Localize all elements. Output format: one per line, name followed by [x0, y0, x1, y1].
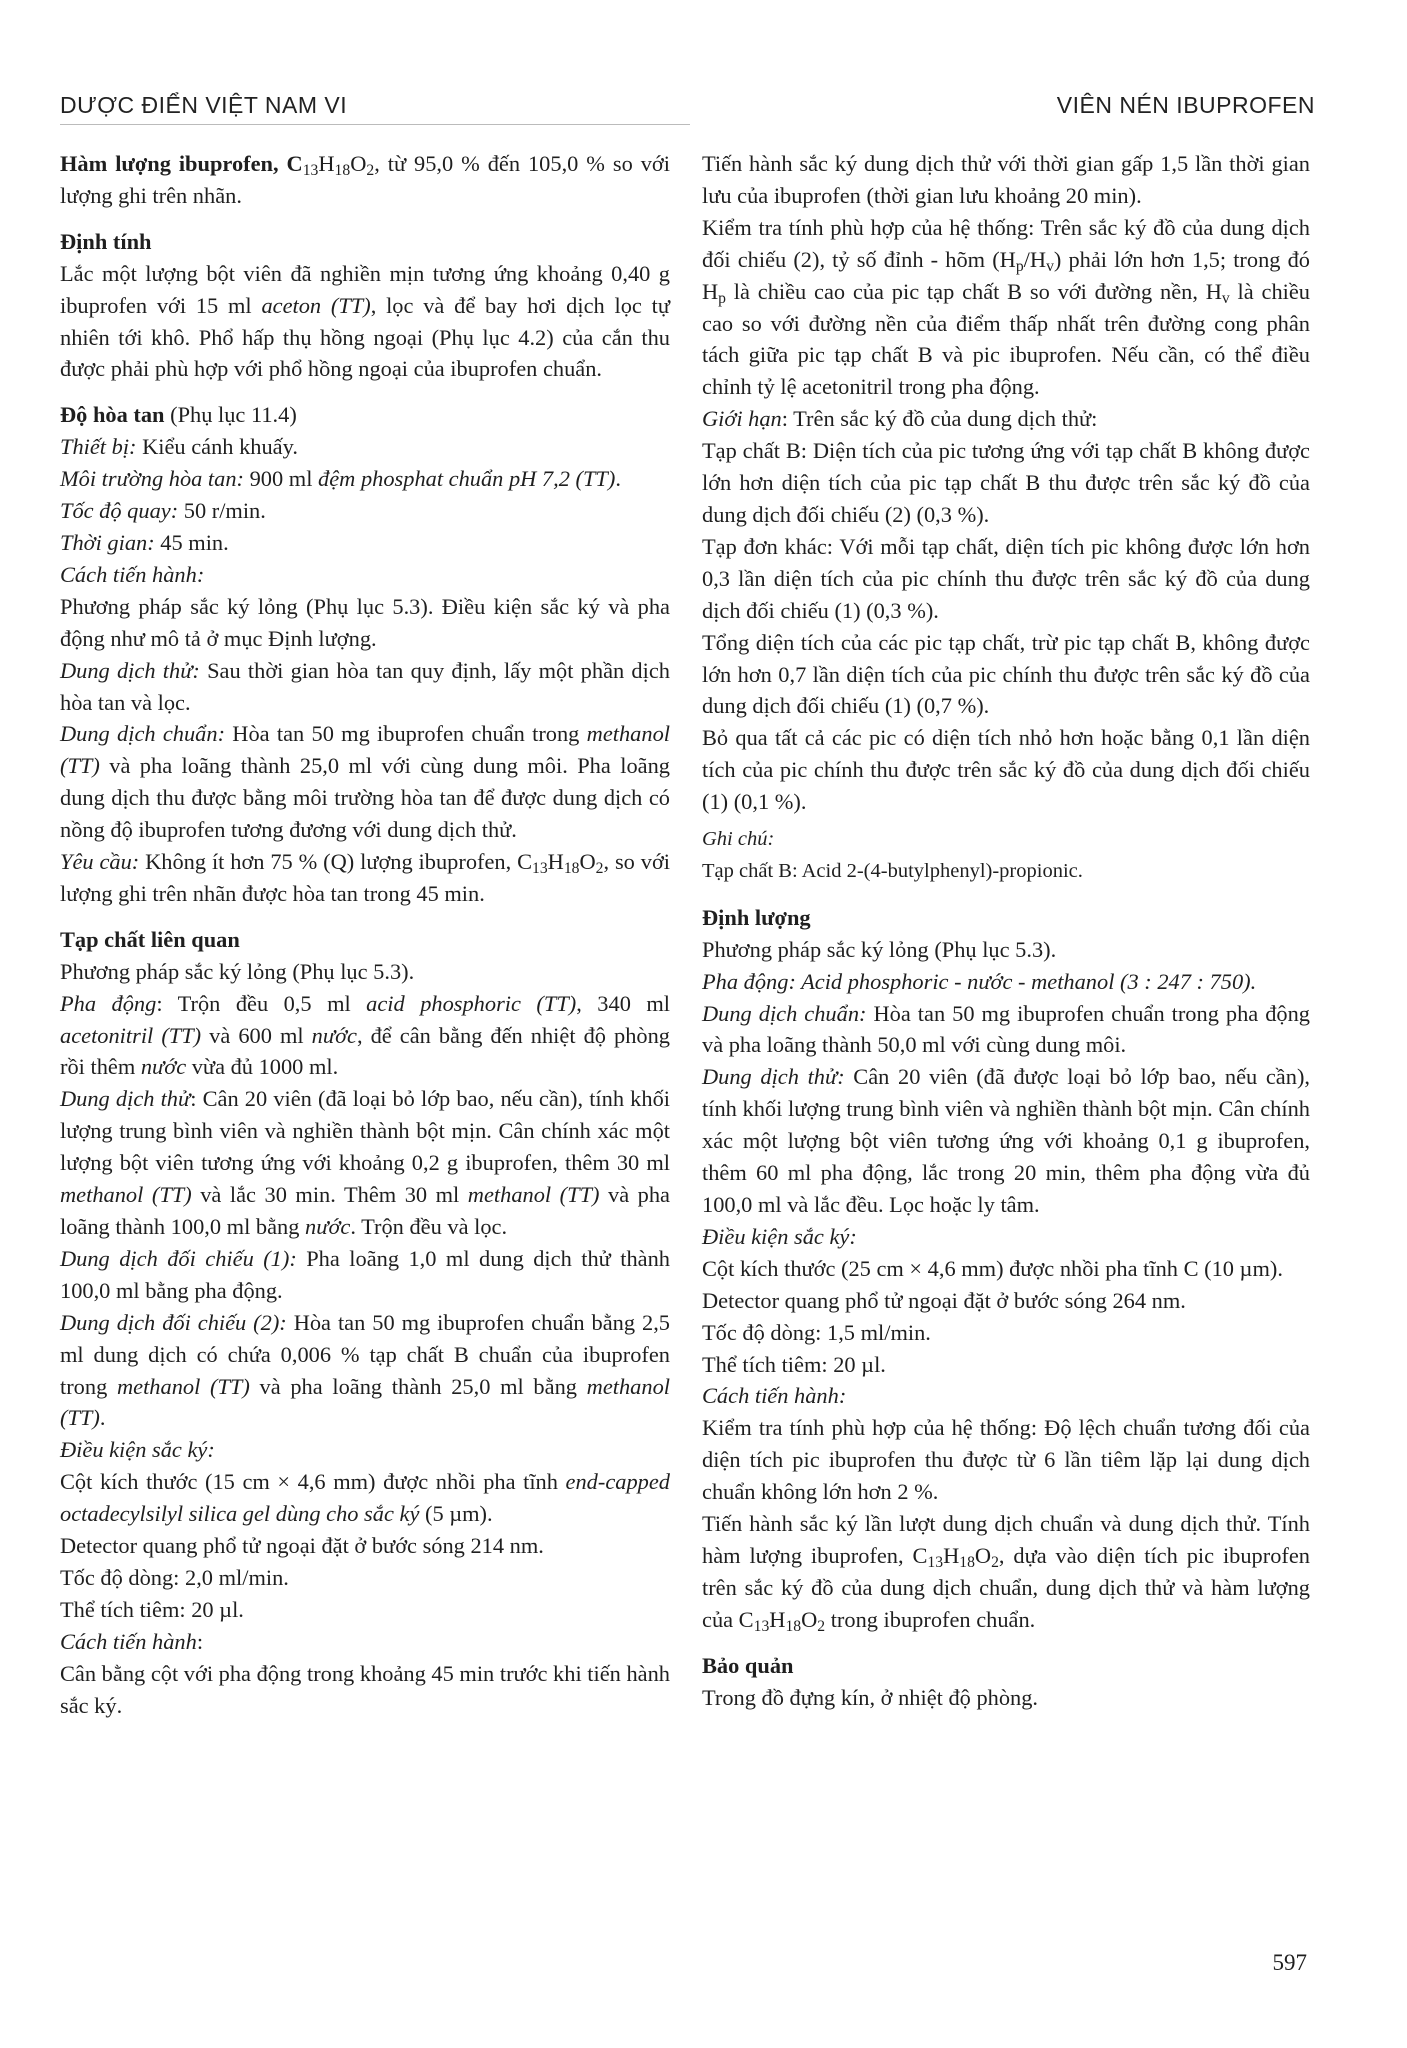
related-procedure-label: Cách tiến hành: [60, 1628, 204, 1654]
dissolution-procedure: Phương pháp sắc ký lỏng (Phụ lục 5.3). Điều kiện sắc ký và pha động như mô tả ở mục Định lượng. [60, 593, 670, 651]
dissolution-speed: Tốc độ quay: 50 r/min. [60, 498, 266, 524]
assay-procedure-label: Cách tiến hành: [702, 1383, 847, 1409]
assay-column: Cột kích thước (25 cm × 4,6 mm) được nhồi pha tĩnh C (10 µm). [702, 1255, 1283, 1281]
limit-total-impurities: Tổng diện tích của các pic tạp chất, trừ pic tạp chất B, không được lớn hơn 0,7 lần diện tích của pic chính thu được trên sắc ký đồ của dung dịch đối chiếu (1) (0,7 %). [702, 629, 1310, 719]
related-test-solution: Dung dịch thử: Cân 20 viên (đã loại bỏ lớp bao, nếu cần), tính khối lượng trung bình viên và nghiền thành bột mịn. Cân chính xác một lượng bột viên tương ứng với khoảng 0,2 g ibuprofen, thêm 30 ml methanol (TT) và lắc 30 min. Thêm 30 ml methanol (TT) và pha loãng thành 100,0 ml bằng nước. Trộn đều và lọc. [60, 1086, 670, 1239]
assay-calculation: Tiến hành sắc ký lần lượt dung dịch chuẩn và dung dịch thử. Tính hàm lượng ibuprofen, $C_{13}H_{18}O_2$, dựa vào diện tích pic ibuprofen trên sắc ký đồ của dung dịch chuẩn, dung dịch thử và hàm lượng của $C_{13}H_{18}O_2$ trong ibuprofen chuẩn. [702, 1511, 1310, 1635]
storage-text: Trong đồ đựng kín, ở nhiệt độ phòng. [702, 1684, 1039, 1710]
assay-system-suitability: Kiểm tra tính phù hợp của hệ thống: Độ lệch chuẩn tương đối của diện tích pic ibuprofen thu được từ 6 lần tiêm lặp lại dung dịch chuẩn không lớn hơn 2 %. [702, 1415, 1310, 1505]
identification-text: Lắc một lượng bột viên đã nghiền mịn tương ứng khoảng 0,40 g ibuprofen với 15 ml aceton (TT), lọc và để bay hơi dịch lọc tự nhiên tới khô. Phổ hấp thụ hồng ngoại (Phụ lục 4.2) của cắn thu được phải phù hợp với phổ hồng ngoại của ibuprofen chuẩn. [60, 260, 670, 382]
assay-heading: Định lượng [702, 904, 811, 930]
left-column [60, 148, 670, 1722]
related-conditions-label: Điều kiện sắc ký: [60, 1437, 215, 1463]
related-substances-heading: Tạp chất liên quan [60, 926, 240, 952]
limit-impurity-b: Tạp chất B: Diện tích của pic tương ứng với tạp chất B không được lớn hơn diện tích của pic tạp chất B thu được trên sắc ký đồ của dung dịch đối chiếu (2) (0,3 %). [702, 438, 1310, 527]
assay-mobile-phase: Pha động: Acid phosphoric - nước - methanol (3 : 247 : 750). [702, 968, 1257, 994]
dissolution-test-solution: Dung dịch thử: Sau thời gian hòa tan quy định, lấy một phần dịch hòa tan và lọc. [60, 657, 670, 715]
dissolution-heading: Độ hòa tan (Phụ lục 11.4) [60, 402, 297, 428]
related-limits: Giới hạn: Trên sắc ký đồ của dung dịch thử: [702, 406, 1098, 432]
dissolution-requirement: Yêu cầu: Không ít hơn 75 % (Q) lượng ibuprofen, $C_{13}H_{18}O_2$, so với lượng ghi trên nhãn được hòa tan trong 45 min. [60, 849, 671, 906]
related-mobile-phase: Pha động: Trộn đều 0,5 ml acid phosphoric (TT), 340 ml acetonitril (TT) và 600 ml nước, để cân bằng đến nhiệt độ phòng rồi thêm nước vừa đủ 1000 ml. [60, 990, 671, 1080]
dissolution-standard-solution: Dung dịch chuẩn: Hòa tan 50 mg ibuprofen chuẩn trong methanol (TT) và pha loãng thành 25,0 ml với cùng dung môi. Pha loãng dung dịch thu được bằng môi trường hòa tan để được dung dịch có nồng độ ibuprofen tương đương với dung dịch thử. [60, 721, 670, 843]
header-rule [60, 124, 690, 125]
related-reference-solution-1: Dung dịch đối chiếu (1): Pha loãng 1,0 ml dung dịch thử thành 100,0 ml bằng pha động. [60, 1245, 670, 1303]
note-label: Ghi chú: [702, 828, 775, 851]
related-detector: Detector quang phổ tử ngoại đặt ở bước sóng 214 nm. [60, 1533, 544, 1559]
related-procedure: Cân bằng cột với pha động trong khoảng 45 min trước khi tiến hành sắc ký. [60, 1660, 670, 1718]
related-injection-volume: Thể tích tiêm: 20 µl. [60, 1596, 244, 1622]
related-reference-solution-2: Dung dịch đối chiếu (2): Hòa tan 50 mg ibuprofen chuẩn bằng 2,5 ml dung dịch có chứa 0,006 % tạp chất B chuẩn của ibuprofen trong methanol (TT) và pha loãng thành 25,0 ml bằng methanol (TT). [60, 1309, 670, 1431]
related-flow-rate: Tốc độ dòng: 2,0 ml/min. [60, 1564, 289, 1590]
assay-conditions-label: Điều kiện sắc ký: [702, 1223, 857, 1249]
assay-test-solution: Dung dịch thử: Cân 20 viên (đã được loại bỏ lớp bao, nếu cần), tính khối lượng trung bình viên và nghiền thành bột mịn. Cân chính xác một lượng bột viên tương ứng với khoảng 0,1 g ibuprofen, thêm 60 ml pha động, lắc trong 20 min, thêm pha động vừa đủ 100,0 ml và lắc đều. Lọc hoặc ly tâm. [702, 1064, 1310, 1217]
note-text: Tạp chất B: Acid 2-(4-butylphenyl)-propionic. [702, 859, 1083, 882]
dissolution-procedure-label: Cách tiến hành: [60, 561, 205, 587]
assay-standard-solution: Dung dịch chuẩn: Hòa tan 50 mg ibuprofen chuẩn trong pha động và pha loãng thành 50,0 ml với cùng dung môi. [702, 1000, 1310, 1058]
right-column [702, 148, 1310, 1714]
assay-detector: Detector quang phổ tử ngoại đặt ở bước sóng 264 nm. [702, 1287, 1186, 1313]
content-paragraph: Hàm lượng ibuprofen, $C_{13}H_{18}O_2$, từ 95,0 % đến 105,0 % so với lượng ghi trên nhãn. [60, 151, 670, 208]
dissolution-apparatus: Thiết bị: Kiểu cánh khuấy. [60, 434, 298, 460]
page-number: 597 [1272, 1950, 1307, 1975]
dissolution-time: Thời gian: 45 min. [60, 529, 229, 555]
identification-heading: Định tính [60, 228, 152, 254]
limit-single-impurity: Tạp đơn khác: Với mỗi tạp chất, diện tích pic không được lớn hơn 0,3 lần diện tích của pic chính thu được trên sắc ký đồ của dung dịch đối chiếu (1) (0,3 %). [702, 533, 1310, 623]
dissolution-medium: Môi trường hòa tan: 900 ml đệm phosphat chuẩn pH 7,2 (TT). [60, 466, 621, 492]
related-run-time: Tiến hành sắc ký dung dịch thử với thời gian gấp 1,5 lần thời gian lưu của ibuprofen (thời gian lưu khoảng 20 min). [702, 151, 1310, 208]
running-header-right: VIÊN NÉN IBUPROFEN [1056, 92, 1315, 118]
assay-flow-rate: Tốc độ dòng: 1,5 ml/min. [702, 1319, 931, 1345]
content-label: Hàm lượng ibuprofen, C [60, 151, 303, 176]
storage-heading: Bảo quản [702, 1652, 794, 1678]
limit-disregard: Bỏ qua tất cả các pic có diện tích nhỏ hơn hoặc bằng 0,1 lần diện tích của pic chính thu được trên sắc ký đồ của dung dịch đối chiếu (1) (0,1 %). [702, 725, 1310, 815]
related-column: Cột kích thước (15 cm × 4,6 mm) được nhồi pha tĩnh end-capped octadecylsilyl silica gel dùng cho sắc ký (5 µm). [60, 1469, 670, 1527]
related-method: Phương pháp sắc ký lỏng (Phụ lục 5.3). [60, 958, 415, 984]
assay-injection-volume: Thể tích tiêm: 20 µl. [702, 1351, 886, 1377]
assay-method: Phương pháp sắc ký lỏng (Phụ lục 5.3). [702, 936, 1057, 962]
running-header-left: DƯỢC ĐIỂN VIỆT NAM VI [60, 92, 348, 118]
related-system-suitability: Kiểm tra tính phù hợp của hệ thống: Trên sắc ký đồ của dung dịch đối chiếu (2), tỷ số đỉnh - hõm $(H_p/H_v)$ phải lớn hơn 1,5; trong đó $H_p$ là chiều cao của pic tạp chất B so với đường nền, $H_v$ là chiều cao so với đường nền của điểm thấp nhất trên đường cong phân tách giữa pic tạp chất B và pic ibuprofen. Nếu cần, có thể điều chỉnh tỷ lệ acetonitril trong pha động. [702, 214, 1310, 400]
